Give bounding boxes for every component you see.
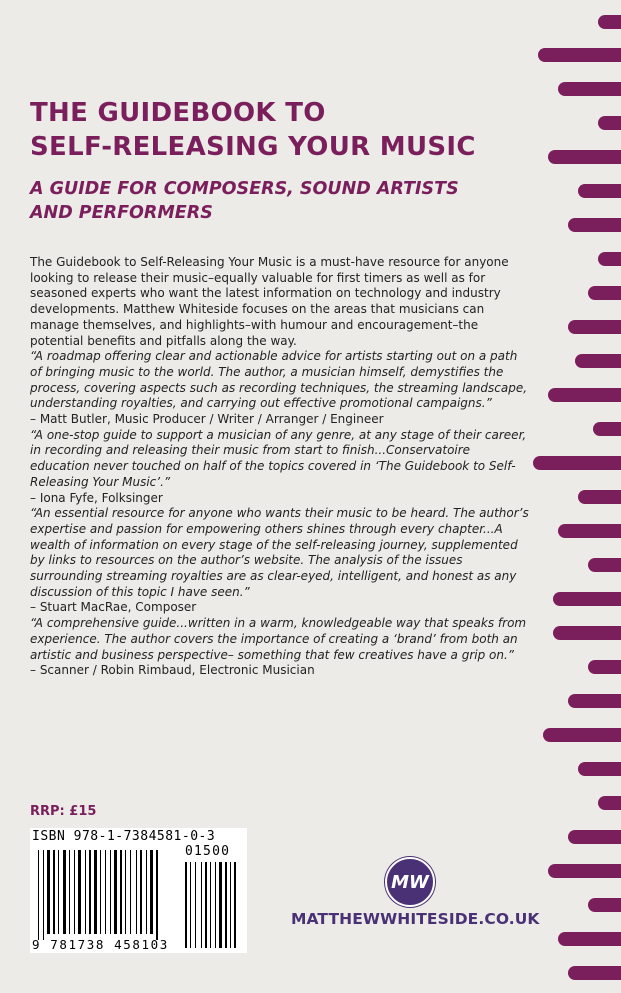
endorsement-attribution: – Stuart MacRae, Composer xyxy=(30,600,197,615)
barcode-addon-bar xyxy=(195,862,196,948)
isbn-number: ISBN 978-1-7384581-0-3 xyxy=(32,829,216,844)
barcode-addon-bar xyxy=(201,862,202,948)
publisher-logo: MW xyxy=(385,857,435,907)
barcode-bar xyxy=(53,850,55,934)
book-title-line1: THE GUIDEBOOK TO xyxy=(30,98,326,128)
endorsement-attribution: – Matt Butler, Music Producer / Writer / Arranger / Engineer xyxy=(30,412,384,427)
barcode-bar xyxy=(47,850,50,934)
barcode-addon-bar xyxy=(219,862,222,948)
book-title xyxy=(30,96,476,164)
barcode-digits: 9 781738 458103 xyxy=(32,937,169,952)
back-cover-text xyxy=(30,255,530,679)
barcode-bar xyxy=(94,850,97,934)
barcode-bar xyxy=(100,850,101,934)
barcode-addon-bar xyxy=(215,862,216,948)
barcode-addon-bar xyxy=(210,862,211,948)
barcode-bar xyxy=(156,850,158,940)
barcode-bar xyxy=(85,850,86,934)
endorsement-attribution: – Scanner / Robin Rimbaud, Electronic Musician xyxy=(30,663,315,678)
barcode-bar xyxy=(150,850,153,934)
endorsement-text: “A one-stop guide to support a musician of any genre, at any stage of their career, in recording and releasing their music from start to finish...Conservatoire education never touched on half of the topics covered in ‘The Guidebook to Self-Releasing Your Music’.” xyxy=(30,427,527,489)
barcode-bar xyxy=(74,850,75,934)
endorsement-text: “A comprehensive guide...written in a warm, knowledgeable way that speaks from experience. The author covers the importance of creating a ‘brand’ from both an artistic and business perspective– something that few creatives have a grip on.” xyxy=(30,616,527,662)
endorsement-attribution: – Iona Fyfe, Folksinger xyxy=(30,490,163,505)
description: The Guidebook to Self-Releasing Your Music is a must-have resource for anyone looking to release their music–equally valuable for first timers as well as for seasoned experts who want the latest information on technology and industry developments. Matthew Whiteside focuses on the areas that musicians can manage themselves, and highlights–with humour and encouragement–the potential benefits and pitfalls along the way. xyxy=(30,255,509,348)
barcode-bar xyxy=(63,850,66,934)
barcode-addon-bar xyxy=(225,862,227,948)
barcode-addon-bar xyxy=(190,862,191,948)
barcode-bar xyxy=(78,850,81,934)
barcode-bar xyxy=(125,850,126,934)
book-subtitle-line1: A GUIDE FOR COMPOSERS, SOUND ARTISTS xyxy=(30,179,459,199)
endorsement-3 xyxy=(30,506,530,616)
barcode-bar xyxy=(38,850,39,940)
barcode-bar xyxy=(89,850,91,934)
book-subtitle-line2: AND PERFORMERS xyxy=(30,203,213,223)
isbn-barcode xyxy=(30,828,247,953)
barcode-bar xyxy=(120,850,122,934)
barcode-bar xyxy=(43,850,44,940)
barcode-bar xyxy=(58,850,59,934)
barcode-addon-digits: 01500 xyxy=(185,844,231,859)
barcode-addon-bar xyxy=(205,862,207,948)
price-label: RRP: £15 xyxy=(30,804,97,819)
endorsement-text: “An essential resource for anyone who wants their music to be heard. The author’s expertise and passion for empowering others shines through every chapter...A wealth of information on every stage of the self-releasing journey, supplemented by links to resources on the author’s website. The analysis of the issues surrounding streaming royalties are as clear-eyed, intelligent, and honest as any discussion of this topic I have seen.” xyxy=(30,506,529,599)
barcode-addon-bar xyxy=(234,862,236,948)
barcode-bar xyxy=(105,850,106,934)
barcode-bar xyxy=(146,850,147,934)
endorsement-2 xyxy=(30,428,530,507)
barcode-bar xyxy=(140,850,142,934)
barcode-addon-bar xyxy=(185,862,187,948)
barcode-bar xyxy=(110,850,111,934)
book-subtitle xyxy=(30,177,490,225)
website-url: MATTHEWWHITESIDE.CO.UK xyxy=(291,910,540,928)
endorsement-4 xyxy=(30,616,530,679)
barcode-bar xyxy=(114,850,117,934)
barcode-bar xyxy=(69,850,70,934)
barcode-bars xyxy=(30,828,247,953)
barcode-addon-bar xyxy=(230,862,231,948)
endorsement-text: “A roadmap offering clear and actionable advice for artists starting out on a path of bringing music to the world. The author, a musician himself, demystifies the process, covering aspects such as recording techniques, the streaming landscape, understanding royalties, and carrying out effective promotional campaigns.” xyxy=(30,349,528,411)
barcode-bar xyxy=(130,850,131,934)
book-title-line2: SELF-RELEASING YOUR MUSIC xyxy=(30,132,476,162)
barcode-bar xyxy=(136,850,137,934)
endorsement-1 xyxy=(30,349,530,428)
